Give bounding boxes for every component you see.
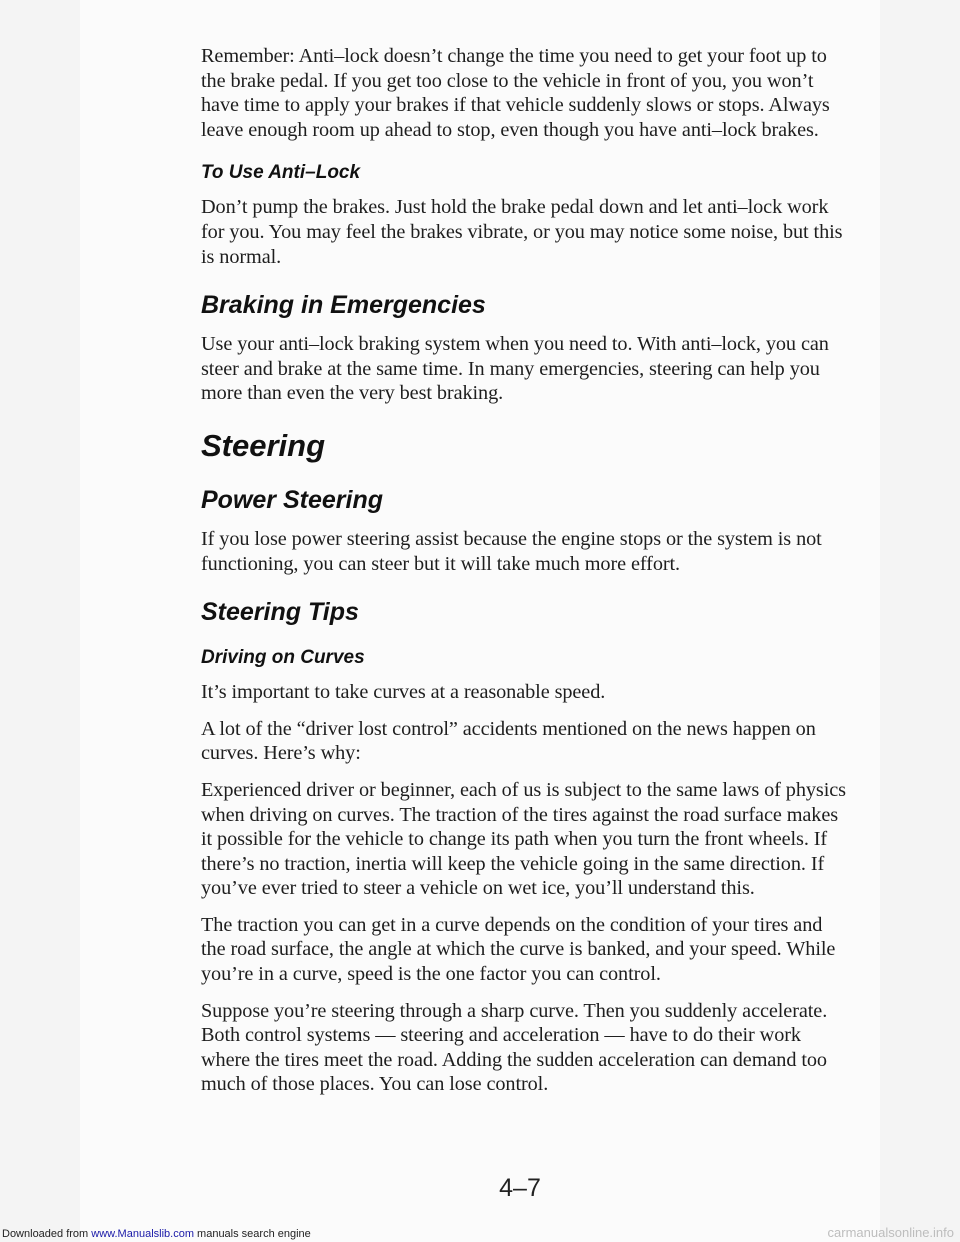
heading-to-use-anti-lock: To Use Anti–Lock — [201, 162, 361, 184]
paragraph-dont-pump: Don’t pump the brakes. Just hold the brake pedal down and let anti–lock work for you. You may feel the brakes vibrate, or you may notice some noise, but this is normal. — [201, 196, 843, 268]
paragraph-power-steering: If you lose power steering assist because the engine stops or the system is not functioning, you can steer but it will take much more effort. — [201, 527, 822, 575]
right-margin — [880, 0, 960, 1242]
footer-suffix: manuals search engine — [193, 1228, 311, 1240]
heading-power-steering: Power Steering — [201, 485, 383, 514]
paragraph-sharp-curve: Suppose you’re steering through a sharp curve. Then you suddenly accelerate. Both control systems — steering and acceleration — have to do their work where the tires meet the road. Adding the sudden acceleration can demand too much of those places. You can lose control. — [201, 999, 828, 1096]
paragraph-traction: The traction you can get in a curve depends on the condition of your tires and the road surface, the angle at which the curve is banked, and your speed. While you’re in a curve, speed is the one factor you can control. — [201, 913, 836, 986]
heading-steering-tips: Steering Tips — [201, 598, 359, 627]
paragraph-reasonable-speed: It’s important to take curves at a reasonable speed. — [201, 681, 606, 704]
paragraph-lost-control: A lot of the “driver lost control” accidents mentioned on the news happen on curves. Here’s why: — [201, 717, 816, 765]
heading-steering: Steering — [201, 427, 326, 463]
paragraph-use-anti-lock: Use your anti–lock braking system when you need to. With anti–lock, you can steer and brake at the same time. In many emergencies, steering can help you more than even the very best braking. — [201, 333, 829, 405]
page-content — [201, 44, 851, 1109]
paragraph-physics: Experienced driver or beginner, each of us is subject to the same laws of physics when driving on curves. The traction of the tires against the road surface makes it possible for the vehicle to change its path when you turn the front wheels. If there’s no traction, inertia will keep the vehicle going in the same direction. If you’ve ever tried to steer a vehicle on wet ice, you’ll understand this. — [201, 778, 846, 900]
page-number: 4–7 — [499, 1174, 541, 1202]
paragraph-remember: Remember: Anti–lock doesn’t change the time you need to get your foot up to the brake pedal. If you get too close to the vehicle in front of you, you won’t have time to apply your brakes if that vehicle suddenly slows or stops. Always leave enough room up ahead to stop, even though you have anti–lock brakes. — [201, 45, 830, 141]
watermark: carmanualsonline.info — [827, 1225, 954, 1240]
footer-prefix: Downloaded from — [2, 1228, 92, 1240]
heading-braking-in-emergencies: Braking in Emergencies — [201, 291, 486, 320]
manualslib-link[interactable]: www.Manualslib.com — [91, 1228, 194, 1240]
download-footer — [2, 1228, 311, 1240]
heading-driving-on-curves: Driving on Curves — [201, 647, 365, 669]
left-margin — [0, 0, 80, 1242]
